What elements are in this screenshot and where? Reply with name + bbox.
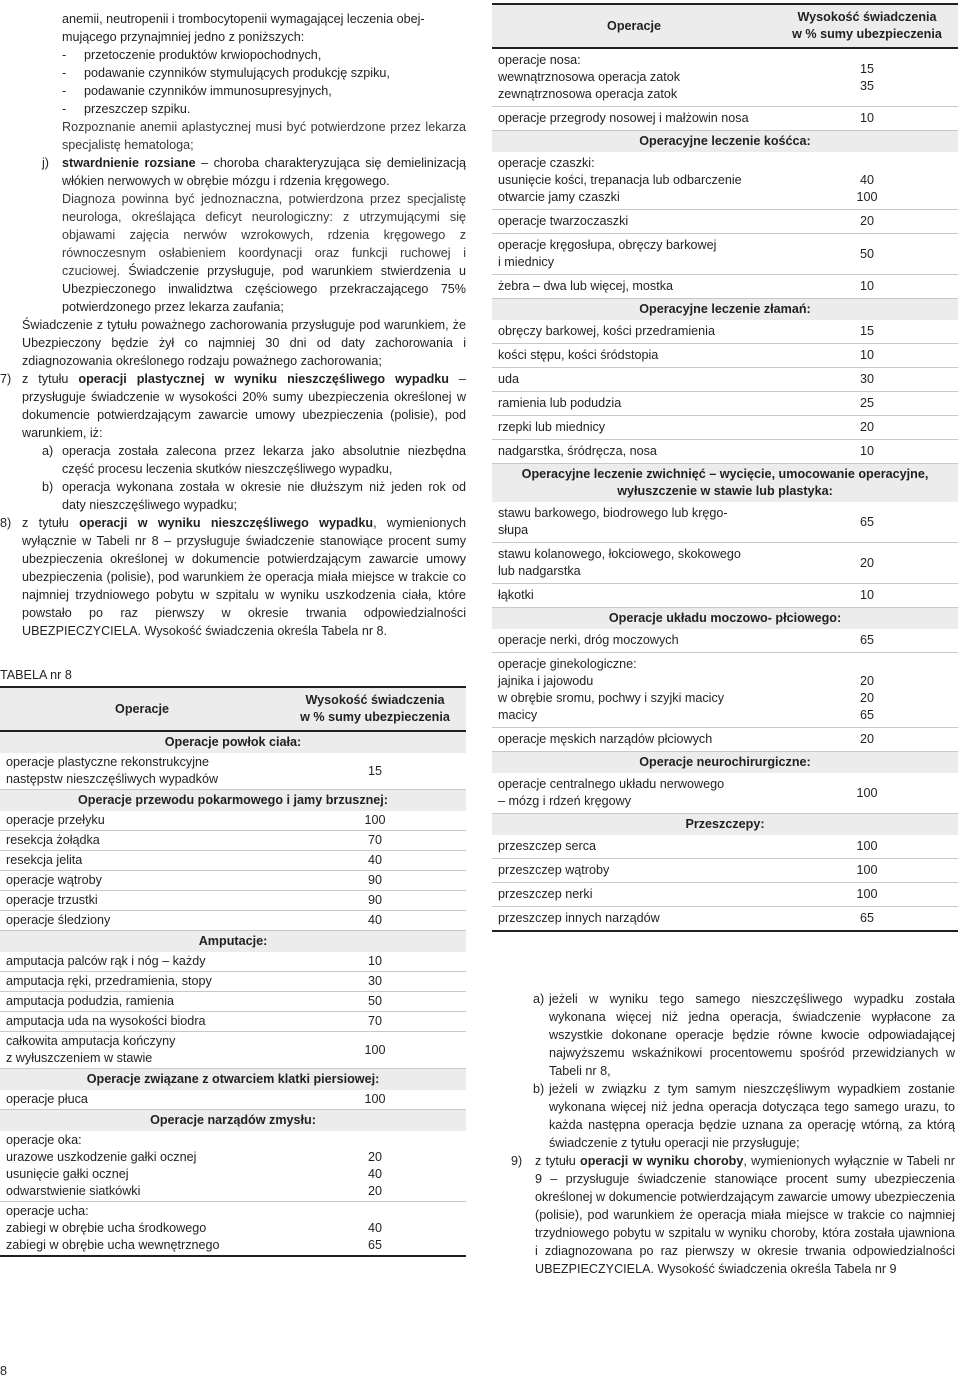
operation-name: kości stępu, kości śródstopia	[492, 344, 776, 368]
item-8	[0, 514, 466, 640]
dash-item	[0, 100, 466, 118]
table-row	[492, 344, 958, 368]
table-row	[492, 629, 958, 653]
item-7-bold: operacji plastycznej w wyniku nieszczęśliwego wypadku	[78, 372, 449, 386]
table-header-row	[0, 687, 466, 731]
table-section-title	[492, 814, 958, 836]
benefit-percent: 15	[776, 320, 958, 344]
dash-mark: -	[62, 84, 67, 98]
section-title-text: Operacyjne leczenie zwichnięć – wycięcie, umocowanie operacyjne, wyłuszczenie w stawie lub plastyka:	[492, 464, 958, 503]
operation-name: przeszczep wątroby	[492, 859, 776, 883]
operation-name: stawu barkowego, biodrowego lub kręgo- słupa	[492, 502, 776, 543]
note-a-text: jeżeli w wyniku tego samego nieszczęśliwego wypadku została wykonana więcej niż jedna operacja, świadczenie wypłacone za wszystkie dokonane operacje będzie równe kwocie odpowiadającej najwyższemu wskaźnikowi procentowemu spośród przewidzianych w Tabeli nr 8,	[549, 992, 955, 1078]
table-row	[492, 368, 958, 392]
dash-item	[0, 82, 466, 100]
table-row	[492, 835, 958, 859]
table-row	[492, 152, 958, 210]
item-j-text: – choroba charakteryzująca się demielinizacją włókien nerwowych w obrębie mózgu i rdzenia kręgowego.	[62, 156, 467, 188]
operation-name: amputacja ręki, przedramienia, stopy	[0, 972, 284, 992]
benefit-percent: 50	[776, 234, 958, 275]
section-title-text: Operacyjne leczenie złamań:	[492, 299, 958, 321]
table-row	[0, 1012, 466, 1032]
serious-illness-note: Świadczenie z tytułu poważnego zachorowania przysługuje pod warunkiem, że Ubezpieczony będzie żył co najmniej 30 dni od daty zachorowania i zdiagnozowania określonego rodzaju poważnego zachorowania;	[22, 318, 466, 368]
table-row	[492, 275, 958, 299]
benefit-percent: 10	[776, 584, 958, 608]
benefit-percent: 65	[776, 629, 958, 653]
table-row	[0, 1090, 466, 1110]
item-9-text: , wymienionych wyłącznie w Tabeli nr 9 – przysługuje świadczenie stanowiące procent sumy ubezpieczenia określonej w dokumencie potwierdzającym zawarcie umowy ubezpieczenia (polisie), pod warunkiem że operacja miała miejsce w trakcie co najmniej trzydniowego pobytu w szpitalu w wyniku choroby, która została ujawniona i zdiagnozowana po raz pierwszy w okresie trwania odpowiedzialności UBEZPIECZYCIELA. Wysokość świadczenia określa Tabela nr 9	[535, 1154, 955, 1276]
operation-name: operacje nosa: wewnątrznosowa operacja zatok zewnątrznosowa operacja zatok	[492, 48, 776, 107]
table-8-left-body	[0, 687, 466, 1256]
note-a-label: a)	[533, 992, 545, 1006]
operation-name: rzepki lub miednicy	[492, 416, 776, 440]
note-b	[505, 1080, 955, 1152]
operation-name: operacje śledziony	[0, 911, 284, 931]
table-header-benefit-line-1: Wysokość świadczenia	[305, 693, 445, 707]
operation-name: resekcja jelita	[0, 851, 284, 871]
item-7-prefix: z tytułu	[22, 372, 79, 386]
benefit-percent: 100	[776, 883, 958, 907]
operation-name: operacje plastyczne rekonstrukcyjne następstw nieszczęśliwych wypadków	[0, 753, 284, 790]
table-header-benefit	[284, 687, 466, 731]
benefit-percent: 100	[284, 811, 466, 831]
item-7-b-label: b)	[42, 480, 54, 494]
operation-name: operacje męskich narządów płciowych	[492, 728, 776, 752]
table-row	[0, 972, 466, 992]
operation-name: operacje ucha: zabiegi w obrębie ucha środkowego zabiegi w obrębie ucha wewnętrznego	[0, 1202, 284, 1257]
operation-name: operacje trzustki	[0, 891, 284, 911]
section-title-text: Operacje przewodu pokarmowego i jamy brzusznej:	[0, 790, 466, 812]
table-row	[0, 1032, 466, 1069]
diagnosis-part-1: Diagnoza powinna być jednoznaczna, potwierdzona przez specjalistę neurologa, określająca deficyt neurologiczny: z utrzymującymi się objawami zajęcia nerwów wzrokowych, rdzenia kręgowego z równoczesnym osłabieniem koordynacji oraz funkcji ruchowej i czuciowej.	[62, 192, 466, 278]
table-row	[492, 653, 958, 728]
table-row	[0, 992, 466, 1012]
operation-name: resekcja żołądka	[0, 831, 284, 851]
section-title-text: Operacje związane z otwarciem klatki piersiowej:	[0, 1069, 466, 1091]
table-row	[492, 107, 958, 131]
table-row	[0, 831, 466, 851]
table-row	[0, 753, 466, 790]
table-row	[492, 728, 958, 752]
operation-name: amputacja podudzia, ramienia	[0, 992, 284, 1012]
intro-line-2: mującego przynajmniej jedno z poniższych:	[62, 30, 305, 44]
table-row	[0, 911, 466, 931]
benefit-percent: 70	[284, 1012, 466, 1032]
benefit-percent: 50	[284, 992, 466, 1012]
benefit-percent: 100	[776, 773, 958, 814]
benefit-percent: 65	[776, 907, 958, 932]
operation-name: operacje czaszki: usunięcie kości, trepanacja lub odbarczenie otwarcie jamy czaszki	[492, 152, 776, 210]
operation-name: operacje oka: urazowe uszkodzenie gałki ocznej usunięcie gałki ocznej odwarstwienie siatkówki	[0, 1131, 284, 1202]
table-row	[492, 392, 958, 416]
operation-name: amputacja uda na wysokości biodra	[0, 1012, 284, 1032]
table-row	[492, 584, 958, 608]
section-title-text: Operacje układu moczowo- płciowego:	[492, 608, 958, 630]
table-row	[492, 48, 958, 107]
table-section-title	[0, 931, 466, 953]
benefit-percent: 100	[284, 1032, 466, 1069]
operation-name: operacje twarzoczaszki	[492, 210, 776, 234]
operation-name: operacje kręgosłupa, obręczy barkowej i miednicy	[492, 234, 776, 275]
table-row	[0, 851, 466, 871]
table-8-right	[492, 3, 958, 932]
table-row	[492, 883, 958, 907]
table-header-operations: Operacje	[0, 687, 284, 731]
benefit-percent: 10	[776, 107, 958, 131]
operation-name: operacje przełyku	[0, 811, 284, 831]
table-row	[492, 440, 958, 464]
table-label: TABELA nr 8	[0, 668, 72, 682]
operation-name: żebra – dwa lub więcej, mostka	[492, 275, 776, 299]
benefit-percent: 20	[776, 210, 958, 234]
benefit-percent: 65	[776, 502, 958, 543]
operation-name: przeszczep nerki	[492, 883, 776, 907]
item-j	[0, 154, 466, 190]
operation-name: operacje nerki, dróg moczowych	[492, 629, 776, 653]
table-section-title	[492, 131, 958, 153]
operation-name: przeszczep serca	[492, 835, 776, 859]
table-row	[492, 210, 958, 234]
table-section-title	[0, 790, 466, 812]
table-section-title	[492, 464, 958, 503]
benefit-percent: 100	[776, 859, 958, 883]
dash-mark: -	[62, 66, 67, 80]
benefit-percent: 10	[284, 952, 466, 972]
left-column	[0, 10, 466, 640]
benefit-percent: 100	[776, 835, 958, 859]
table-row	[492, 416, 958, 440]
diagnosis-text	[0, 190, 466, 316]
item-j-label: j)	[42, 156, 49, 170]
operation-name: uda	[492, 368, 776, 392]
item-8-bold: operacji w wyniku nieszczęśliwego wypadku	[79, 516, 374, 530]
operation-name: operacje centralnego układu nerwowego – mózg i rdzeń kręgowy	[492, 773, 776, 814]
table-row	[0, 952, 466, 972]
benefit-percent: 90	[284, 891, 466, 911]
benefit-percent: 100	[284, 1090, 466, 1110]
benefit-percent: 25	[776, 392, 958, 416]
table-8-left	[0, 686, 466, 1257]
item-7-a	[0, 442, 466, 478]
table-row	[492, 907, 958, 932]
operation-name: operacje wątroby	[0, 871, 284, 891]
section-title-text: Operacyjne leczenie kośćca:	[492, 131, 958, 153]
page-number: 8	[0, 1364, 8, 1378]
table-header-benefit-line-2: w % sumy ubezpieczenia	[792, 27, 942, 41]
benefit-percent: 30	[776, 368, 958, 392]
dash-mark: -	[62, 48, 67, 62]
item-8-text: , wymienionych wyłącznie w Tabeli nr 8 – przysługuje świadczenie stanowiące procent sumy ubezpieczenia określonej w dokumencie potwierdzającym zawarcie umowy ubezpieczenia (polisie), pod warunkiem że operacja miała miejsce w trakcie co najmniej trzydniowego pobytu w szpitalu w wyniku uszkodzenia ciała, które powstało po raz pierwszy w okresie trwania odpowiedzialności UBEZPIECZYCIELA. Wysokość świadczenia określa Tabela nr 8.	[22, 516, 467, 638]
anemia-note: Rozpoznanie anemii aplastycznej musi być potwierdzone przez lekarza specjalistę hematologa;	[62, 120, 466, 152]
dash-text: przeszczep szpiku.	[84, 102, 191, 116]
table-section-title	[492, 299, 958, 321]
table-row	[0, 1131, 466, 1202]
item-9-bold: operacji w wyniku choroby	[580, 1154, 744, 1168]
operation-name: obręczy barkowej, kości przedramienia	[492, 320, 776, 344]
benefit-percent: 70	[284, 831, 466, 851]
table-row	[492, 234, 958, 275]
section-title-text: Operacje narządów zmysłu:	[0, 1110, 466, 1132]
right-lower-text	[505, 990, 955, 1278]
item-7-a-text: operacja została zalecona przez lekarza jako absolutnie niezbędna część procesu leczenia skutków nieszczęśliwego wypadku,	[62, 444, 466, 476]
operation-name: stawu kolanowego, łokciowego, skokowego lub nadgarstka	[492, 543, 776, 584]
note-a	[505, 990, 955, 1080]
table-header-benefit-line-1: Wysokość świadczenia	[797, 10, 937, 24]
operation-name: operacje płuca	[0, 1090, 284, 1110]
dash-text: przetoczenie produktów krwiopochodnych,	[84, 48, 322, 62]
item-7	[0, 370, 466, 442]
table-section-title	[492, 608, 958, 630]
benefit-percent: 10	[776, 275, 958, 299]
item-7-text: – przysługuje świadczenie w wysokości 20% sumy ubezpieczenia określonej w dokumencie potwierdzającym zawarcie umowy ubezpieczenia (polisie), pod warunkiem, iż:	[22, 372, 466, 440]
item-7-b-text: operacja wykonana została w okresie nie dłuższym niż jeden rok od daty nieszczęśliwego wypadku;	[62, 480, 466, 512]
table-header-benefit-line-2: w % sumy ubezpieczenia	[300, 710, 450, 724]
table-8-right-body	[492, 4, 958, 931]
table-row	[492, 320, 958, 344]
table-section-title	[0, 1069, 466, 1091]
item-j-bold: stwardnienie rozsiane	[62, 156, 196, 170]
item-8-number: 8)	[0, 516, 12, 530]
note-b-text: jeżeli w związku z tym samym nieszczęśliwym wypadkiem zostanie wykonana więcej niż jedna operacja dotycząca tego samego urazu, to każda następna operacja będzie uznana za operację wtórną, za którą świadczenie z tytułu operacji nie przysługuje;	[549, 1082, 955, 1150]
operation-name: łąkotki	[492, 584, 776, 608]
benefit-percent: 20	[776, 543, 958, 584]
benefit-percent: 10	[776, 344, 958, 368]
dash-mark: -	[62, 102, 67, 116]
item-9-prefix: z tytułu	[535, 1154, 580, 1168]
section-title-text: Operacje powłok ciała:	[0, 731, 466, 753]
table-header-row	[492, 4, 958, 48]
operation-name: operacje ginekologiczne: jajnika i jajowodu w obrębie sromu, pochwy i szyjki macicy macicy	[492, 653, 776, 728]
table-section-title	[492, 752, 958, 774]
table-row	[0, 811, 466, 831]
table-row	[492, 773, 958, 814]
table-row	[492, 543, 958, 584]
operation-name: operacje przegrody nosowej i małżowin nosa	[492, 107, 776, 131]
intro-line-1: anemii, neutropenii i trombocytopenii wymagającej leczenia obej-	[62, 12, 425, 26]
item-9	[505, 1152, 955, 1278]
operation-name: ramienia lub podudzia	[492, 392, 776, 416]
benefit-percent: 40	[284, 911, 466, 931]
table-row	[0, 891, 466, 911]
diagnosis-part-2: Świadczenie przysługuje, pod warunkiem stwierdzenia u Ubezpieczonego inwalidztwa częściowego przekraczającego 75% potwierdzonego przez lekarza zaufania;	[62, 264, 466, 314]
operation-name: przeszczep innych narządów	[492, 907, 776, 932]
dash-item	[0, 64, 466, 82]
table-section-title	[0, 1110, 466, 1132]
section-title-text: Amputacje:	[0, 931, 466, 953]
item-8-prefix: z tytułu	[22, 516, 80, 530]
dash-text: podawanie czynników stymulujących produkcję szpiku,	[84, 66, 390, 80]
table-section-title	[0, 731, 466, 753]
table-row	[492, 502, 958, 543]
dash-text: podawanie czynników immunosupresyjnych,	[84, 84, 332, 98]
benefit-percent: 40 65	[284, 1202, 466, 1257]
table-row	[0, 1202, 466, 1257]
item-7-number: 7)	[0, 372, 12, 386]
benefit-percent: 20 20 65	[776, 653, 958, 728]
benefit-percent: 20	[776, 728, 958, 752]
item-9-number: 9)	[511, 1154, 523, 1168]
benefit-percent: 30	[284, 972, 466, 992]
benefit-percent: 10	[776, 440, 958, 464]
table-row	[492, 859, 958, 883]
operation-name: całkowita amputacja kończyny z wyłuszczeniem w stawie	[0, 1032, 284, 1069]
operation-name: nadgarstka, śródręcza, nosa	[492, 440, 776, 464]
benefit-percent: 40	[284, 851, 466, 871]
dash-item	[0, 46, 466, 64]
item-7-a-label: a)	[42, 444, 54, 458]
operation-name: amputacja palców rąk i nóg – każdy	[0, 952, 284, 972]
benefit-percent: 90	[284, 871, 466, 891]
item-7-b	[0, 478, 466, 514]
table-header-benefit	[776, 4, 958, 48]
note-b-label: b)	[533, 1082, 545, 1096]
table-header-operations: Operacje	[492, 4, 776, 48]
benefit-percent: 20 40 20	[284, 1131, 466, 1202]
benefit-percent: 15 35	[776, 48, 958, 107]
dash-list	[0, 46, 466, 118]
benefit-percent: 15	[284, 753, 466, 790]
benefit-percent: 40 100	[776, 152, 958, 210]
section-title-text: Operacje neurochirurgiczne:	[492, 752, 958, 774]
table-row	[0, 871, 466, 891]
section-title-text: Przeszczepy:	[492, 814, 958, 836]
benefit-percent: 20	[776, 416, 958, 440]
